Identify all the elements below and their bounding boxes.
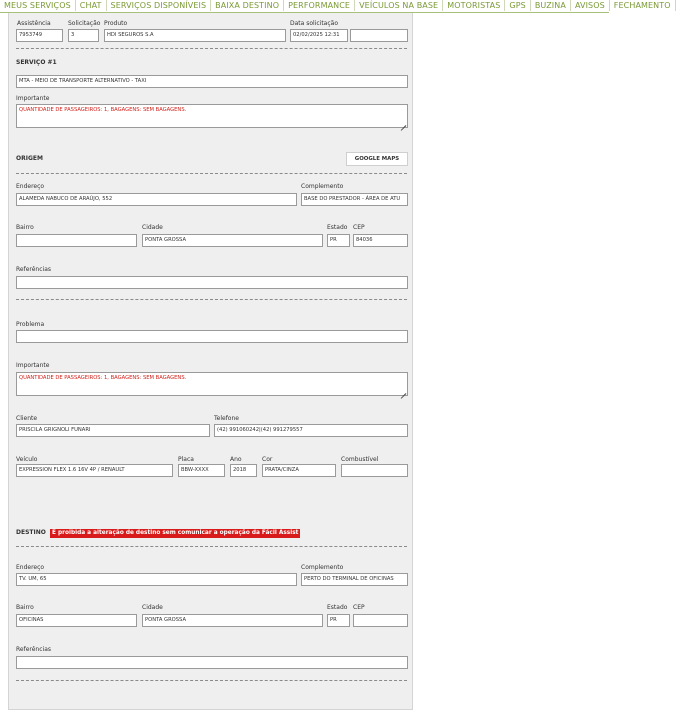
origem-cep-field[interactable]: 84036 (353, 234, 408, 247)
origem-complemento-label: Complemento (301, 183, 344, 190)
destino-estado-label: Estado (327, 604, 348, 611)
nav-gps[interactable]: GPS (505, 0, 530, 11)
origem-cep-label: CEP (353, 224, 365, 231)
problema-label: Problema (16, 321, 45, 328)
nav-veiculos-na-base[interactable]: VEÍCULOS NA BASE (355, 0, 443, 11)
nav-performance[interactable]: PERFORMANCE (284, 0, 355, 11)
destino-cep-label: CEP (353, 604, 365, 611)
destino-endereco-label: Endereço (16, 564, 45, 571)
cliente-field[interactable]: PRISCILA GRIGNOLI FUNARI (16, 424, 210, 437)
divider (16, 48, 407, 49)
nav-baixa-destino[interactable]: BAIXA DESTINO (211, 0, 284, 11)
cor-label: Cor (262, 456, 273, 463)
detalhes-importante-text: QUANTIDADE DE PASSAGEIROS: 1, BAGAGENS: SEM BAGAGENS. (19, 375, 187, 381)
destino-cidade-label: Cidade (142, 604, 163, 611)
cliente-label: Cliente (16, 415, 38, 422)
nav-buzina[interactable]: BUZINA (531, 0, 571, 11)
nav-servicos-disponiveis[interactable]: SERVIÇOS DISPONÍVEIS (107, 0, 212, 11)
data-solicitacao-field[interactable]: 02/02/2025 12:31 (290, 29, 348, 42)
combustivel-field[interactable] (341, 464, 408, 477)
problema-field[interactable] (16, 330, 408, 343)
origem-bairro-field[interactable] (16, 234, 137, 247)
placa-field[interactable]: BBW-XXXX (178, 464, 225, 477)
solicitacao-field[interactable]: 3 (68, 29, 99, 42)
service-detail-panel (8, 13, 413, 710)
destino-bairro-label: Bairro (16, 604, 34, 611)
divider (16, 173, 407, 174)
resize-handle-icon[interactable] (400, 388, 406, 394)
origem-endereco-field[interactable]: ALAMEDA NABUCO DE ARAÚJO, 552 (16, 193, 297, 206)
telefone-field[interactable]: (42) 991060242|(42) 991279557 (214, 424, 408, 437)
origem-referencias-field[interactable] (16, 276, 408, 289)
divider (16, 299, 407, 300)
placa-label: Placa (178, 456, 194, 463)
produto-field[interactable]: HDI SEGUROS S.A (104, 29, 286, 42)
nav-avisos[interactable]: AVISOS (571, 0, 610, 11)
destino-referencias-label: Referências (16, 646, 51, 653)
destino-bairro-field[interactable]: OFICINAS (16, 614, 137, 627)
data-solicitacao-label: Data solicitação (290, 20, 339, 27)
nav-fechamento[interactable]: FECHAMENTO (610, 0, 676, 11)
detalhes-importante-label: Importante (16, 362, 50, 369)
divider (16, 546, 407, 547)
divider (16, 680, 407, 681)
destino-cep-field[interactable] (353, 614, 408, 627)
origem-cidade-label: Cidade (142, 224, 163, 231)
destino-complemento-field[interactable]: PERTO DO TERMINAL DE OFICINAS (301, 573, 408, 586)
destino-estado-field[interactable]: PR (327, 614, 350, 627)
origem-estado-field[interactable]: PR (327, 234, 350, 247)
detalhes-importante-textarea[interactable] (16, 372, 408, 396)
origem-title: ORIGEM (16, 155, 43, 162)
nav-chat[interactable]: CHAT (76, 0, 107, 11)
telefone-label: Telefone (214, 415, 239, 422)
data-solicitacao-extra-field[interactable] (350, 29, 408, 42)
destino-cidade-field[interactable]: PONTA GROSSA (142, 614, 323, 627)
top-navigation (0, 0, 671, 13)
veiculo-label: Veículo (16, 456, 38, 463)
solicitacao-label: Solicitação (68, 20, 101, 27)
destino-warning-badge: É proibida a alteração de destino sem comunicar a operação da Fácil Assist (52, 530, 299, 536)
assistencia-field[interactable]: 7953749 (16, 29, 63, 42)
produto-label: Produto (104, 20, 128, 27)
assistencia-label: Assistência (17, 20, 51, 27)
servico-importante-text: QUANTIDADE DE PASSAGEIROS: 1, BAGAGENS: SEM BAGAGENS. (19, 107, 187, 113)
google-maps-button[interactable]: GOOGLE MAPS (346, 152, 408, 166)
combustivel-label: Combustível (341, 456, 379, 463)
destino-endereco-field[interactable]: TV. UM, 65 (16, 573, 297, 586)
nav-meus-servicos[interactable]: MEUS SERVIÇOS (0, 0, 76, 11)
origem-complemento-field[interactable]: BASE DO PRESTADOR - ÁREA DE ATU (301, 193, 408, 206)
destino-referencias-field[interactable] (16, 656, 408, 669)
cor-field[interactable]: PRATA/CINZA (262, 464, 336, 477)
origem-bairro-label: Bairro (16, 224, 34, 231)
nav-motoristas[interactable]: MOTORISTAS (443, 0, 505, 11)
origem-endereco-label: Endereço (16, 183, 45, 190)
servico-tipo-field[interactable]: MTA - MEIO DE TRANSPORTE ALTERNATIVO - TAXI (16, 75, 408, 88)
servico-importante-textarea[interactable] (16, 104, 408, 128)
ano-label: Ano (230, 456, 242, 463)
veiculo-field[interactable]: EXPRESSION FLEX 1.6 16V 4P / RENAULT (16, 464, 173, 477)
ano-field[interactable]: 2018 (230, 464, 257, 477)
servico-title: SERVIÇO #1 (16, 59, 57, 66)
destino-complemento-label: Complemento (301, 564, 344, 571)
destino-title: DESTINO (16, 529, 46, 536)
origem-estado-label: Estado (327, 224, 348, 231)
servico-importante-label: Importante (16, 95, 50, 102)
origem-referencias-label: Referências (16, 266, 51, 273)
resize-handle-icon[interactable] (400, 120, 406, 126)
origem-cidade-field[interactable]: PONTA GROSSA (142, 234, 323, 247)
